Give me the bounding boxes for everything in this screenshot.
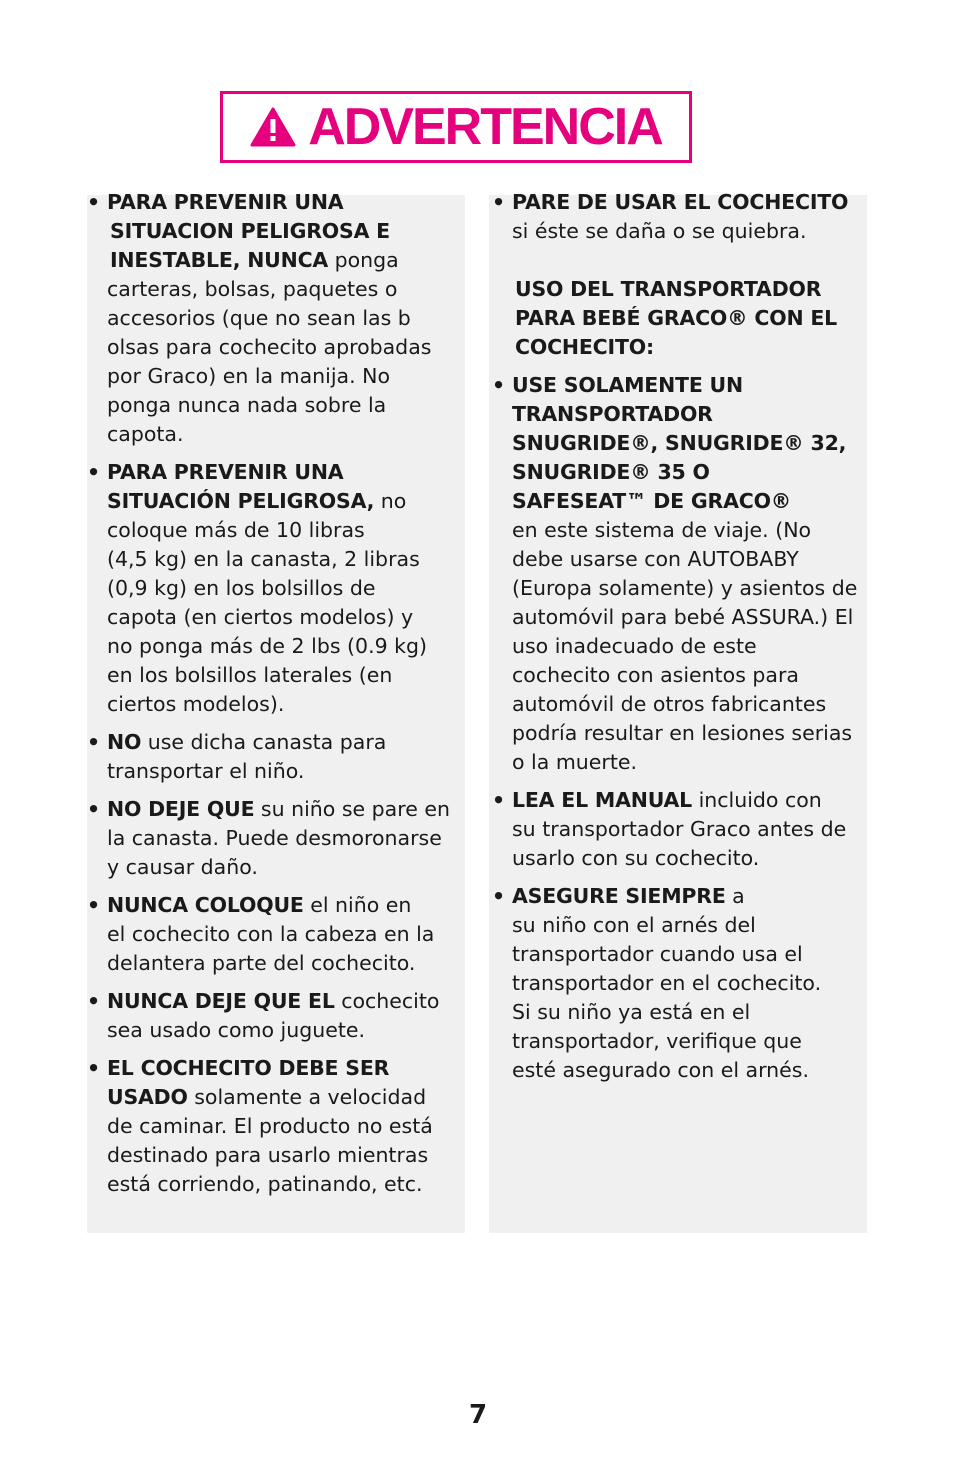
- warning-item: [87, 458, 467, 719]
- item-text: Si su niño ya está en el: [512, 1000, 751, 1024]
- item-bold: LEA EL MANUAL: [512, 788, 693, 812]
- item-text: olsas para cochecito aprobadas: [107, 335, 432, 359]
- item-text: destinado para usarlo mientras: [107, 1143, 429, 1167]
- warning-item: [87, 795, 467, 882]
- item-text: transportar el niño.: [107, 759, 305, 783]
- right-column: [492, 188, 872, 1094]
- item-text: su niño se pare en: [254, 797, 450, 821]
- item-bold: NUNCA DEJE QUE EL: [107, 989, 335, 1013]
- page-number: 7: [468, 1400, 488, 1430]
- item-text: use dicha canasta para: [141, 730, 387, 754]
- item-text: cochecito con asientos para: [512, 663, 799, 687]
- item-text: capota.: [107, 422, 184, 446]
- item-bold: SAFESEAT™ DE GRACO®: [512, 489, 792, 513]
- item-text: accesorios (que no sean las b: [107, 306, 411, 330]
- item-text: (Europa solamente) y asientos de: [512, 576, 858, 600]
- item-text: su niño con el arnés del: [512, 913, 756, 937]
- bullet: •: [87, 797, 101, 821]
- warning-item: [492, 786, 872, 873]
- subheading-line: PARA BEBÉ GRACO® CON EL: [515, 306, 838, 330]
- bullet: •: [492, 373, 506, 397]
- item-text: en este sistema de viaje. (No: [512, 518, 812, 542]
- item-text: ciertos modelos).: [107, 692, 285, 716]
- item-bold: NO: [107, 730, 142, 754]
- item-text: uso inadecuado de este: [512, 634, 757, 658]
- warning-item: [87, 987, 467, 1045]
- bullet: •: [87, 989, 101, 1013]
- item-bold: SNUGRIDE®, SNUGRIDE® 32,: [512, 431, 847, 455]
- item-text: y causar daño.: [107, 855, 258, 879]
- warning-banner: [220, 91, 692, 163]
- item-text: si éste se daña o se quiebra.: [512, 219, 807, 243]
- item-text: ponga nunca nada sobre la: [107, 393, 387, 417]
- warning-title: ADVERTENCIA: [308, 98, 662, 156]
- item-text: de caminar. El producto no está: [107, 1114, 433, 1138]
- item-text: a: [725, 884, 745, 908]
- item-text: ponga: [328, 248, 399, 272]
- item-bold: SNUGRIDE® 35 O: [512, 460, 710, 484]
- bullet: •: [492, 788, 506, 812]
- item-text: el cochecito con la cabeza en la: [107, 922, 435, 946]
- item-bold: PARA PREVENIR UNA: [107, 190, 344, 214]
- item-bold: PARA PREVENIR UNA: [107, 460, 344, 484]
- item-text: su transportador Graco antes de: [512, 817, 847, 841]
- item-text: debe usarse con AUTOBABY: [512, 547, 799, 571]
- item-bold: SITUACIÓN PELIGROSA,: [107, 489, 375, 513]
- warning-item: [87, 728, 467, 786]
- item-text: en los bolsillos laterales (en: [107, 663, 393, 687]
- item-bold: ASEGURE SIEMPRE: [512, 884, 726, 908]
- warning-triangle-icon: [250, 107, 296, 147]
- warning-item: [492, 371, 872, 777]
- item-text: automóvil de otros fabricantes: [512, 692, 827, 716]
- item-text: está corriendo, patinando, etc.: [107, 1172, 423, 1196]
- item-text: usarlo con su cochecito.: [512, 846, 760, 870]
- bullet: •: [87, 190, 101, 214]
- item-text: delantera parte del cochecito.: [107, 951, 416, 975]
- warning-item: [87, 1054, 467, 1199]
- item-text: (4,5 kg) en la canasta, 2 libras: [107, 547, 420, 571]
- bullet: •: [87, 893, 101, 917]
- bullet: •: [492, 190, 506, 214]
- item-bold: TRANSPORTADOR: [512, 402, 713, 426]
- item-text: carteras, bolsas, paquetes o: [107, 277, 398, 301]
- item-text: transportador, verifique que: [512, 1029, 802, 1053]
- item-bold: SITUACION PELIGROSA E: [110, 219, 390, 243]
- item-text: coloque más de 10 libras: [107, 518, 365, 542]
- item-text: el niño en: [303, 893, 412, 917]
- subheading-line: USO DEL TRANSPORTADOR: [515, 277, 822, 301]
- left-column: [87, 188, 467, 1208]
- spacer: [492, 246, 872, 275]
- item-text: solamente a velocidad: [187, 1085, 427, 1109]
- warning-item: [87, 188, 467, 449]
- warning-item: [492, 882, 872, 1085]
- item-text: cochecito: [334, 989, 440, 1013]
- item-text: esté asegurado con el arnés.: [512, 1058, 809, 1082]
- item-bold: NUNCA COLOQUE: [107, 893, 304, 917]
- item-text: transportador cuando usa el: [512, 942, 803, 966]
- subheading-line: COCHECITO:: [515, 335, 654, 359]
- item-bold: USADO: [107, 1085, 188, 1109]
- item-text: no ponga más de 2 lbs (0.9 kg): [107, 634, 428, 658]
- item-text: capota (en ciertos modelos) y: [107, 605, 414, 629]
- warning-item: [492, 188, 872, 246]
- item-bold: PARE DE USAR EL COCHECITO: [512, 190, 849, 214]
- item-text: automóvil para bebé ASSURA.) El: [512, 605, 854, 629]
- bullet: •: [492, 884, 506, 908]
- item-text: podría resultar en lesiones serias: [512, 721, 853, 745]
- bullet: •: [87, 730, 101, 754]
- item-bold: NO DEJE QUE: [107, 797, 255, 821]
- section-subheading: [492, 275, 872, 362]
- item-text: sea usado como juguete.: [107, 1018, 365, 1042]
- item-text: la canasta. Puede desmoronarse: [107, 826, 442, 850]
- item-text: o la muerte.: [512, 750, 638, 774]
- warning-item: [87, 891, 467, 978]
- bullet: •: [87, 460, 101, 484]
- bullet: •: [87, 1056, 101, 1080]
- item-text: no: [374, 489, 407, 513]
- item-text: (0,9 kg) en los bolsillos de: [107, 576, 376, 600]
- item-text: por Graco) en la manija. No: [107, 364, 390, 388]
- item-bold: USE SOLAMENTE UN: [512, 373, 743, 397]
- item-text: transportador en el cochecito.: [512, 971, 822, 995]
- item-text: incluido con: [692, 788, 822, 812]
- item-bold: INESTABLE, NUNCA: [110, 248, 329, 272]
- item-bold: EL COCHECITO DEBE SER: [107, 1056, 390, 1080]
